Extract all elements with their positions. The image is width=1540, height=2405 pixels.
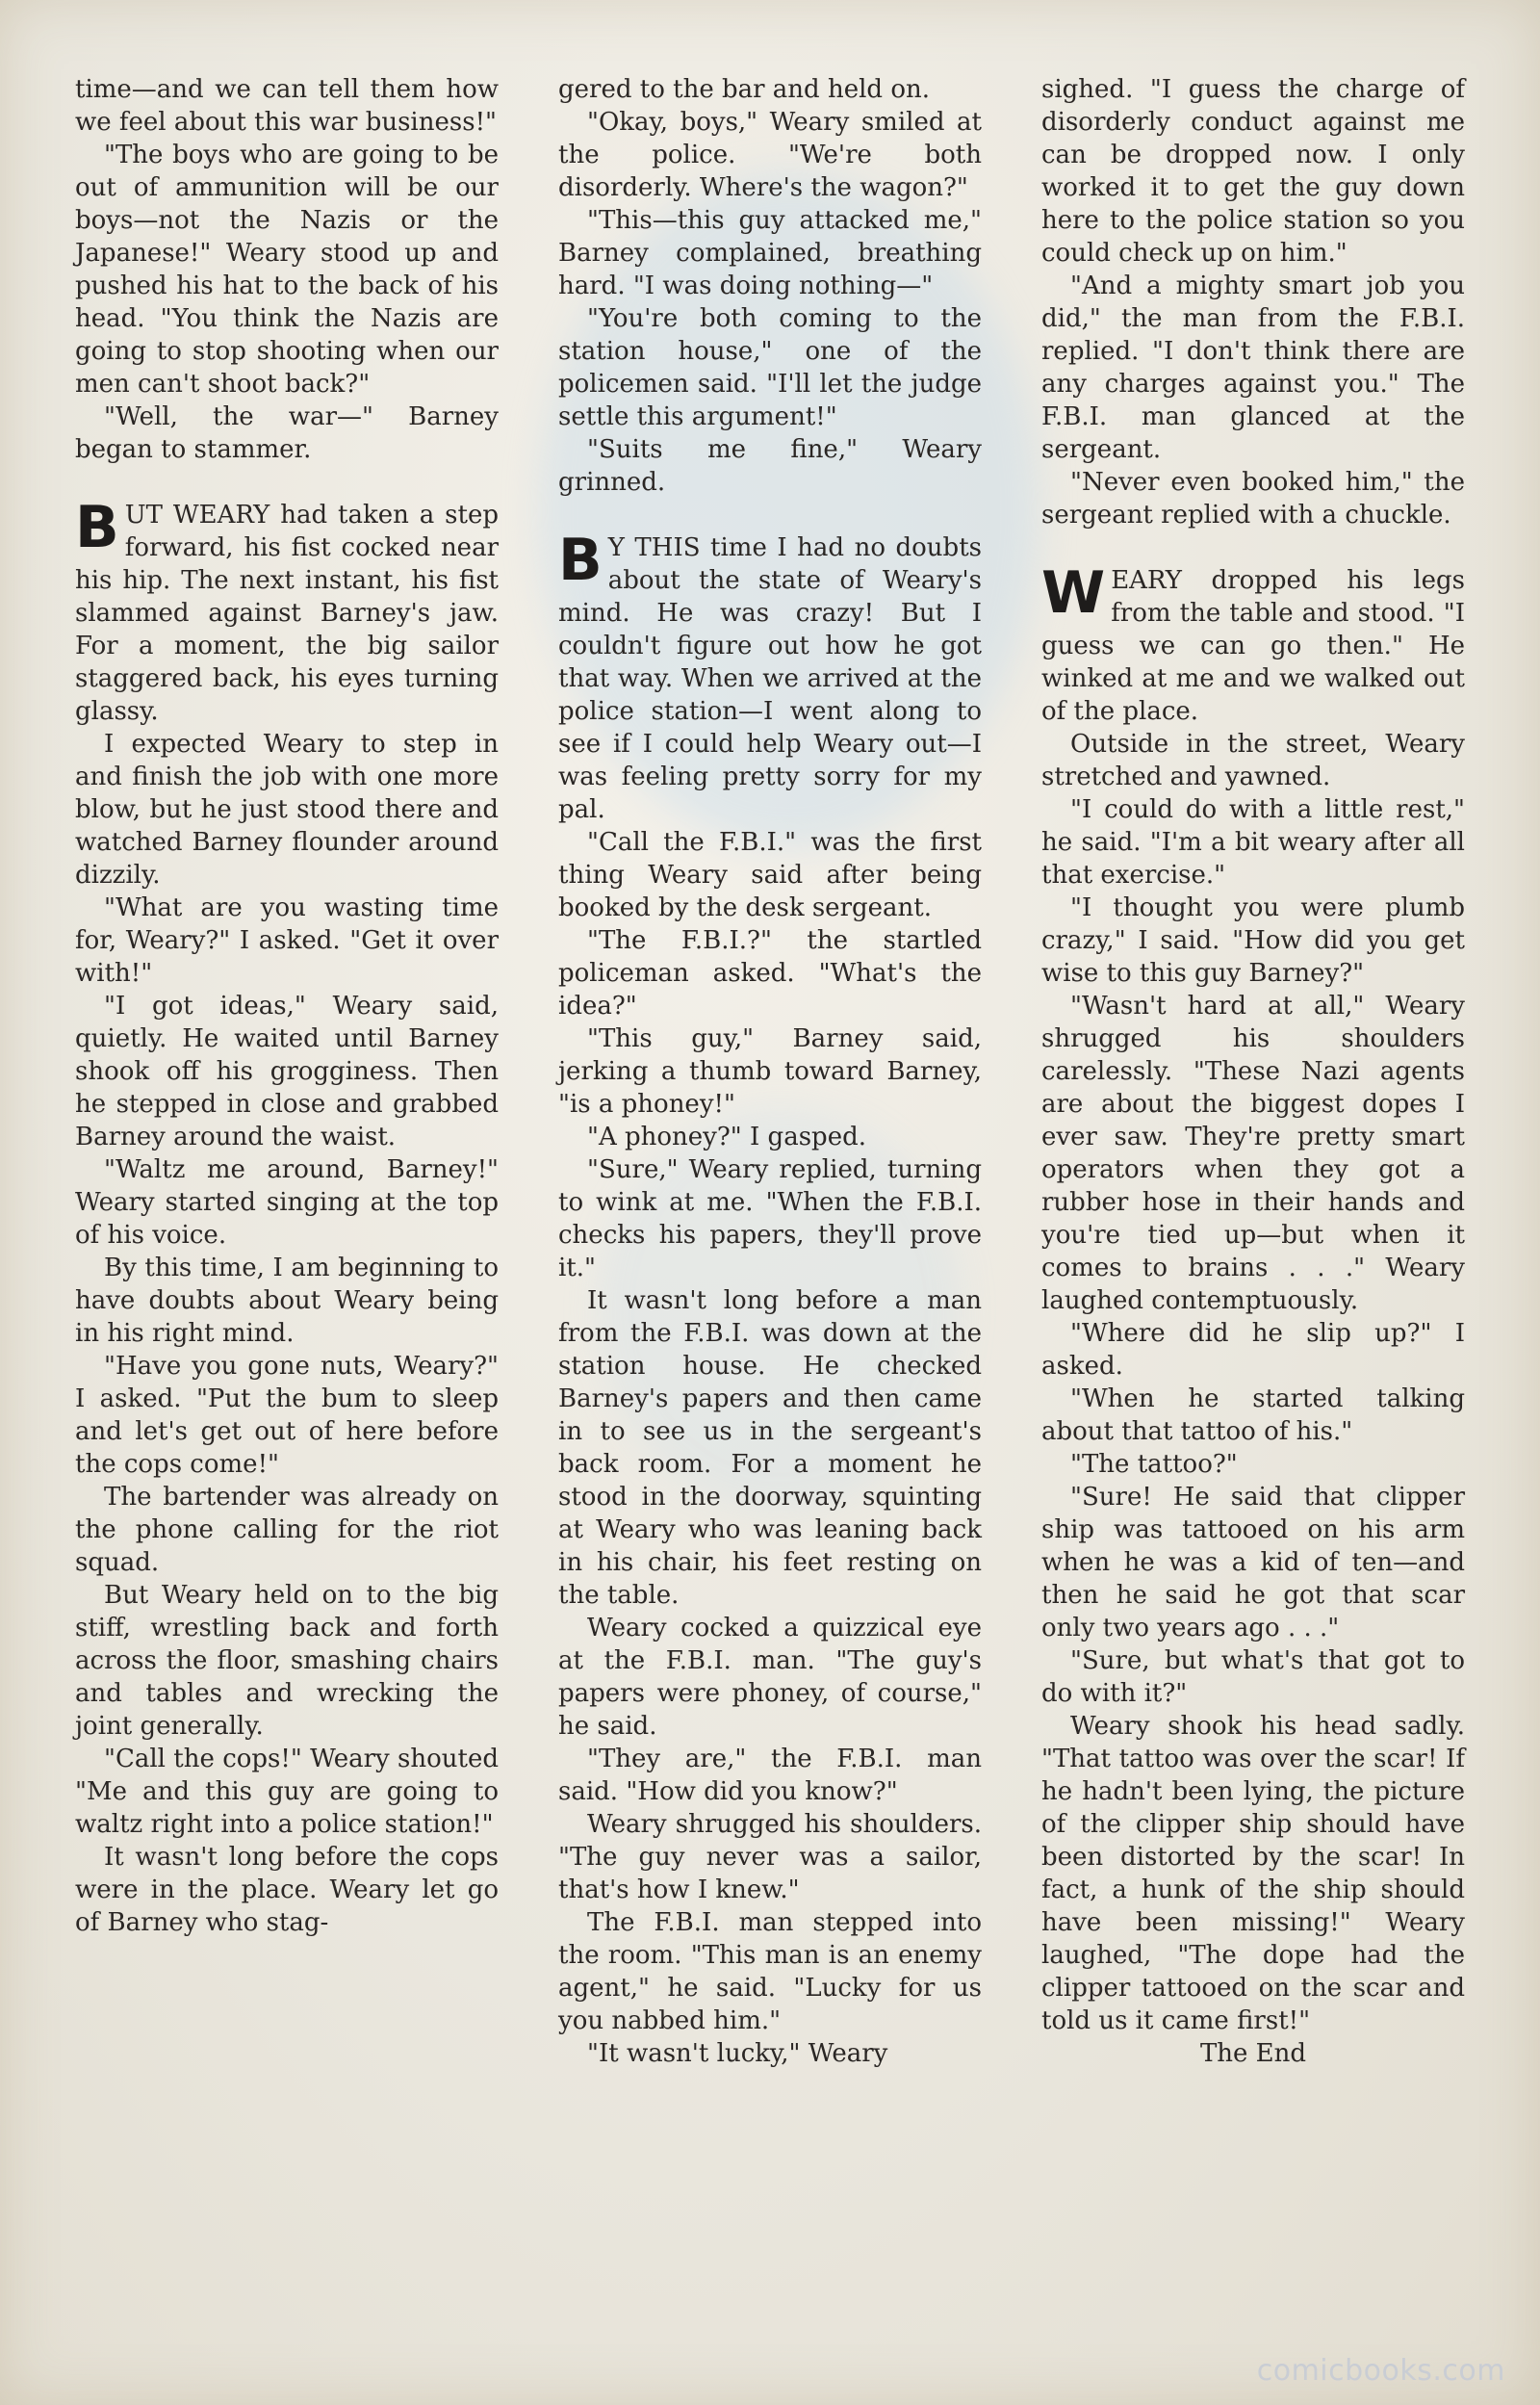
paragraph: "Sure! He said that clipper ship was tattooed on his arm when he was a kid of ten—and then he said he got that scar only two years ago . . ." — [1041, 1483, 1465, 1642]
paragraph: "The tattoo?" — [1070, 1450, 1238, 1479]
drop-cap: B — [558, 527, 603, 594]
paragraph: "What are you wasting time for, Weary?" I asked. "Get it over with!" — [75, 893, 499, 988]
paragraph: "Call the cops!" Weary shouted "Me and this guy are going to waltz right into a police station!" — [75, 1745, 499, 1839]
paragraph-text: EARY dropped his legs from the table and stood. "I guess we can go then." He winked at me and we walked out of the place. — [1041, 566, 1465, 726]
paragraph: Weary shook his head sadly. "That tattoo was over the scar! If he hadn't been lying, the picture of the clipper ship should have been distorted by the scar! In fact, a hunk of the ship should have been missing!" Weary laughed, "The dope had the clipper tattooed on the scar and told us it came first!" — [1041, 1712, 1465, 2035]
paragraph-text: UT WEARY had taken a step forward, his fist cocked near his hip. The next instant, his fist slammed against Barney's jaw. For a moment, the big sailor staggered back, his eyes turning glassy. — [75, 501, 499, 726]
paragraph: The F.B.I. man stepped into the room. "This man is an enemy agent," he said. "Lucky for us you nabbed him." — [558, 1908, 982, 2035]
paragraph: Outside in the street, Weary stretched and yawned. — [1041, 730, 1465, 791]
paragraph: "Have you gone nuts, Weary?" I asked. "Put the bum to sleep and let's get out of here before the cops come!" — [75, 1352, 499, 1479]
paragraph: "They are," the F.B.I. man said. "How did you know?" — [558, 1745, 982, 1806]
paragraph: But Weary held on to the big stiff, wrestling back and forth across the floor, smashing chairs and tables and wrecking the joint generally. — [75, 1581, 499, 1741]
paragraph: "I thought you were plumb crazy," I said. "How did you get wise to this guy Barney?" — [1041, 893, 1465, 988]
paragraph-with-dropcap — [558, 527, 982, 826]
paragraph: "Okay, boys," Weary smiled at the police. "We're both disorderly. Where's the wagon?" — [558, 108, 982, 202]
paragraph: It wasn't long before the cops were in the place. Weary let go of Barney who stag- — [75, 1843, 499, 1937]
paragraph: "Well, the war—" Barney began to stammer. — [75, 402, 499, 464]
paragraph: By this time, I am beginning to have doubts about Weary being in his right mind. — [75, 1254, 499, 1348]
text-column-1 — [75, 73, 499, 1939]
paragraph: sighed. "I guess the charge of disorderly conduct against me can be dropped now. I only worked it to get the guy down here to the police station so you could check up on him." — [1041, 75, 1465, 268]
paragraph: gered to the bar and held on. — [558, 75, 930, 104]
paragraph: "I got ideas," Weary said, quietly. He waited until Barney shook off his grogginess. Then he stepped in close and grabbed Barney around the waist. — [75, 992, 499, 1151]
paragraph: "The boys who are going to be out of ammunition will be our boys—not the Nazis or the Japanese!" Weary stood up and pushed his hat to the back of his head. "You think the Nazis are going to stop shooting when our men can't shoot back?" — [75, 141, 499, 399]
paragraph-with-dropcap — [1041, 559, 1465, 728]
paragraph-with-dropcap — [75, 494, 499, 728]
paragraph-text: Y THIS time I had no doubts about the state of Weary's mind. He was crazy! But I couldn't figure out how he got that way. When we arrived at the police station—I went along to see if I could help Weary out—I was feeling pretty sorry for my pal. — [558, 533, 982, 824]
paragraph: "This guy," Barney said, jerking a thumb toward Barney, "is a phoney!" — [558, 1024, 982, 1119]
paragraph: "It wasn't lucky," Weary — [587, 2039, 888, 2068]
paragraph: "Sure, but what's that got to do with it?" — [1041, 1646, 1465, 1708]
drop-cap: B — [75, 494, 119, 561]
paragraph: "Waltz me around, Barney!" Weary started singing at the top of his voice. — [75, 1155, 499, 1250]
paragraph: "Suits me fine," Weary grinned. — [558, 435, 982, 497]
paragraph: Weary shrugged his shoulders. "The guy never was a sailor, that's how I knew." — [558, 1810, 982, 1904]
paragraph: "Never even booked him," the sergeant replied with a chuckle. — [1041, 468, 1465, 530]
text-column-2 — [558, 73, 982, 2070]
paragraph: "Sure," Weary replied, turning to wink at me. "When the F.B.I. checks his papers, they'll prove it." — [558, 1155, 982, 1282]
watermark: comicbooks.com — [1256, 2354, 1505, 2388]
text-column-3 — [1041, 73, 1465, 2070]
paragraph: "A phoney?" I gasped. — [587, 1123, 866, 1151]
paragraph: "I could do with a little rest," he said. "I'm a bit weary after all that exercise." — [1041, 795, 1465, 890]
paragraph: time—and we can tell them how we feel about this war business!" — [75, 75, 499, 137]
paragraph: "This—this guy attacked me," Barney complained, breathing hard. "I was doing nothing—" — [558, 206, 982, 300]
paragraph: "The F.B.I.?" the startled policeman asked. "What's the idea?" — [558, 926, 982, 1021]
paragraph: It wasn't long before a man from the F.B.I. was down at the station house. He checked Barney's papers and then came in to see us in the sergeant's back room. For a moment he stood in the doorway, squinting at Weary who was leaning back in his chair, his feet resting on the table. — [558, 1286, 982, 1610]
paragraph: "Where did he slip up?" I asked. — [1041, 1319, 1465, 1381]
paragraph: "You're both coming to the station house," one of the policemen said. "I'll let the judge settle this argument!" — [558, 304, 982, 431]
drop-cap: W — [1041, 559, 1106, 627]
paragraph: I expected Weary to step in and finish the job with one more blow, but he just stood there and watched Barney flounder around dizzily. — [75, 730, 499, 890]
paragraph: The bartender was already on the phone calling for the riot squad. — [75, 1483, 499, 1577]
paragraph: "Call the F.B.I." was the first thing Weary said after being booked by the desk sergeant. — [558, 828, 982, 922]
paragraph: "When he started talking about that tattoo of his." — [1041, 1384, 1465, 1446]
paragraph: "Wasn't hard at all," Weary shrugged his shoulders carelessly. "These Nazi agents are about the biggest dopes I ever saw. They're pretty smart operators when they got a rubber hose in their hands and you're tied up—but when it comes to brains . . ." Weary laughed contemptuously. — [1041, 992, 1465, 1315]
the-end-label: The End — [1199, 2039, 1307, 2068]
paragraph: Weary cocked a quizzical eye at the F.B.I. man. "The guy's papers were phoney, of course," he said. — [558, 1614, 982, 1741]
paragraph: "And a mighty smart job you did," the man from the F.B.I. replied. "I don't think there are any charges against you." The F.B.I. man glanced at the sergeant. — [1041, 272, 1465, 464]
